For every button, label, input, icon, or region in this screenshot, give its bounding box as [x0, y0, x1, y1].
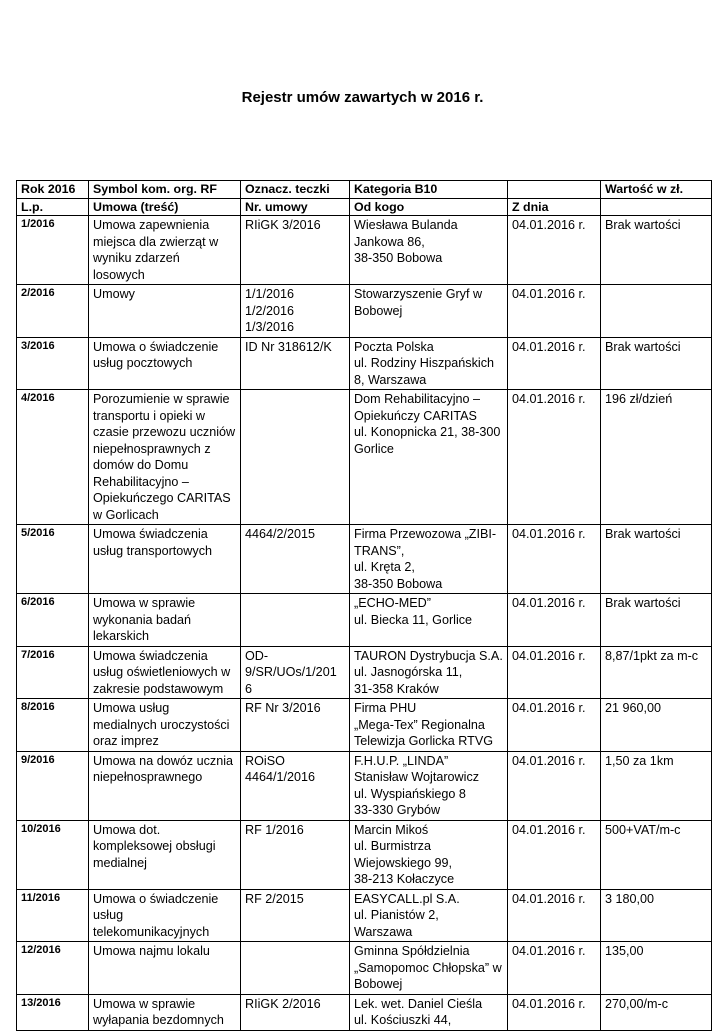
row-value [601, 285, 712, 338]
row-number [241, 216, 350, 285]
row-value: 500+VAT/m-c [601, 820, 712, 889]
row-number [241, 751, 350, 820]
row-value: 1,50 za 1km [601, 751, 712, 820]
row-date: 04.01.2016 r. [508, 751, 601, 820]
row-content-line: czasie przewozu uczniów [93, 425, 236, 439]
row-value: 196 zł/dzień [601, 390, 712, 525]
header-year: Rok 2016 [17, 181, 89, 199]
row-content-line: niepełnosprawnych z [93, 441, 211, 456]
row-number-line: OD- [245, 648, 269, 663]
row-content-line: Opiekuńczego CARITAS [93, 491, 231, 505]
row-from [350, 390, 508, 525]
row-content-line: medialnej [93, 855, 147, 870]
row-from-line: TAURON Dystrybucja S.A. [354, 648, 503, 663]
row-content-line: Umowa na dowóz ucznia [93, 753, 234, 768]
header-content: Umowa (treść) [89, 198, 241, 216]
header-symbol: Symbol kom. org. RF [89, 181, 241, 199]
row-number-line: RIiGK 2/2016 [245, 996, 321, 1011]
table-row [17, 751, 712, 820]
row-content [89, 699, 241, 752]
table-row [17, 285, 712, 338]
row-content [89, 216, 241, 285]
row-content-line: niepełnosprawnego [93, 770, 203, 784]
register-body [17, 181, 712, 1031]
row-content-line: Rehabilitacyjno – [93, 474, 189, 489]
row-number [241, 820, 350, 889]
row-from-line: Gorlice [354, 441, 394, 456]
row-from-line: ul. Kościuszki 44, [354, 1013, 452, 1027]
row-number-line: 4464/1/2016 [245, 770, 316, 784]
row-from-line: ul. Pianistów 2, [354, 908, 439, 922]
table-row [17, 889, 712, 942]
row-from-line: „Samopomoc Chłopska” w [354, 960, 502, 975]
row-lp: 11/2016 [17, 889, 89, 942]
row-date: 04.01.2016 r. [508, 994, 601, 1030]
row-content-line: telekomunikacyjnych [93, 924, 210, 939]
table-row [17, 525, 712, 594]
row-from-line: 8, Warszawa [354, 372, 427, 387]
row-from-line: ul. Jasnogórska 11, [354, 665, 463, 679]
header-lp: L.p. [17, 198, 89, 216]
row-from [350, 525, 508, 594]
row-content-line: lekarskich [93, 629, 149, 643]
row-content-line: kompleksowej obsługi [93, 839, 216, 853]
row-from-line: Stanisław Wojtarowicz [354, 770, 480, 784]
row-number [241, 994, 350, 1030]
row-content-line: wyniku zdarzeń [93, 251, 180, 265]
header-category: Kategoria B10 [350, 181, 508, 199]
row-content [89, 751, 241, 820]
row-date: 04.01.2016 r. [508, 942, 601, 995]
row-value: 3 180,00 [601, 889, 712, 942]
row-date: 04.01.2016 r. [508, 889, 601, 942]
row-lp: 8/2016 [17, 699, 89, 752]
row-content [89, 285, 241, 338]
row-from-line: Firma PHU [354, 701, 417, 715]
row-content-line: zakresie podstawowym [93, 681, 224, 696]
row-from-line: Warszawa [354, 924, 413, 939]
row-number [241, 889, 350, 942]
row-content [89, 525, 241, 594]
row-from [350, 216, 508, 285]
row-content-line: Umowa zapewnienia [93, 218, 210, 232]
row-from-line: Bobowej [354, 303, 403, 318]
row-content-line: Umowa świadczenia [93, 648, 208, 663]
row-date: 04.01.2016 r. [508, 646, 601, 699]
row-number-line: RF Nr 3/2016 [245, 701, 321, 715]
row-from-line: 38-350 Bobowa [354, 251, 443, 265]
row-content-line: Umowa usług [93, 701, 170, 715]
row-content-line: wyłapania bezdomnych [93, 1013, 224, 1027]
table-row [17, 942, 712, 995]
row-value: Brak wartości [601, 337, 712, 390]
row-from-line: 31-358 Kraków [354, 681, 439, 696]
row-value: 135,00 [601, 942, 712, 995]
row-content [89, 889, 241, 942]
row-content [89, 646, 241, 699]
row-lp: 13/2016 [17, 994, 89, 1030]
row-number-line: RF 2/2015 [245, 891, 304, 906]
row-from [350, 942, 508, 995]
row-content [89, 994, 241, 1030]
row-lp: 4/2016 [17, 390, 89, 525]
row-from-line: Marcin Mikoś [354, 822, 429, 837]
row-from-line: Jankowa 86, [354, 234, 425, 249]
row-from [350, 994, 508, 1030]
row-from-line: Opiekuńczy CARITAS [354, 408, 477, 423]
row-content [89, 337, 241, 390]
row-from-line: F.H.U.P. „LINDA” [354, 753, 449, 768]
row-from [350, 889, 508, 942]
row-from-line: Telewizja Gorlicka RTVG [354, 734, 494, 748]
row-content-line: Umowa o świadczenie [93, 339, 219, 354]
row-content-line: Umowa najmu lokalu [93, 944, 210, 958]
header-row-columns [17, 198, 712, 216]
row-from-line: EASYCALL.pl S.A. [354, 891, 460, 906]
row-number-line: ID Nr 318612/K [245, 339, 332, 354]
row-content-line: wykonania badań [93, 612, 192, 627]
row-from-line: ul. Burmistrza [354, 839, 431, 853]
row-number [241, 390, 350, 525]
table-row [17, 646, 712, 699]
row-from [350, 594, 508, 647]
table-row [17, 337, 712, 390]
row-number-line: 1/1/2016 [245, 287, 295, 301]
table-row [17, 820, 712, 889]
row-from-line: Firma Przewozowa „ZIBI- [354, 527, 497, 541]
row-number-line: 1/2/2016 [245, 303, 295, 318]
row-content [89, 594, 241, 647]
row-from-line: Wiejowskiego 99, [354, 855, 452, 870]
row-value: 8,87/1pkt za m-c [601, 646, 712, 699]
row-content-line: Umowa w sprawie [93, 596, 196, 610]
row-lp: 3/2016 [17, 337, 89, 390]
row-number-line: 1/3/2016 [245, 320, 295, 334]
row-content-line: Umowa dot. [93, 822, 161, 837]
row-content-line: usług transportowych [93, 543, 213, 558]
row-content-line: Umowa świadczenia [93, 527, 208, 541]
table-row [17, 699, 712, 752]
row-content-line: usług pocztowych [93, 356, 193, 370]
row-value: Brak wartości [601, 525, 712, 594]
row-date: 04.01.2016 r. [508, 699, 601, 752]
row-lp: 5/2016 [17, 525, 89, 594]
row-from [350, 751, 508, 820]
row-content-line: oraz imprez [93, 734, 159, 748]
row-from-line: Lek. wet. Daniel Cieśla [354, 996, 483, 1011]
row-content-line: Umowy [93, 287, 135, 301]
row-content-line: miejsca dla zwierząt w [93, 234, 219, 249]
table-row [17, 216, 712, 285]
row-from-line: 33-330 Grybów [354, 803, 441, 817]
row-content-line: medialnych uroczystości [93, 717, 230, 732]
row-number-line: RF 1/2016 [245, 822, 304, 837]
row-value: Brak wartości [601, 216, 712, 285]
row-from-line: 38-213 Kołaczyce [354, 872, 455, 886]
header-value: Wartość w zł. [601, 181, 712, 199]
row-from [350, 820, 508, 889]
header-empty [508, 181, 601, 199]
row-content-line: transportu i opieki w [93, 408, 205, 423]
row-content-line: Porozumienie w sprawie [93, 392, 230, 406]
row-number-line: 4464/2/2015 [245, 527, 316, 541]
header-folder: Oznacz. teczki [241, 181, 350, 199]
row-from [350, 646, 508, 699]
row-from [350, 285, 508, 338]
row-from-line: Poczta Polska [354, 339, 434, 354]
row-from [350, 337, 508, 390]
row-number-line: RIiGK 3/2016 [245, 218, 321, 232]
row-date: 04.01.2016 r. [508, 216, 601, 285]
header-from: Od kogo [350, 198, 508, 216]
row-from-line: ul. Wyspiańskiego 8 [354, 786, 466, 801]
header-number: Nr. umowy [241, 198, 350, 216]
row-from-line: ul. Konopnicka 21, 38-300 [354, 425, 501, 439]
row-from-line: Stowarzyszenie Gryf w [354, 287, 483, 301]
row-content-line: Umowa w sprawie [93, 996, 196, 1011]
row-number-line: 6 [245, 681, 253, 696]
row-number-line: 9/SR/UOs/1/201 [245, 665, 337, 679]
row-from-line: 38-350 Bobowa [354, 576, 443, 591]
row-date: 04.01.2016 r. [508, 820, 601, 889]
row-number [241, 942, 350, 995]
table-row [17, 994, 712, 1030]
row-from-line: ul. Kręta 2, [354, 560, 415, 574]
row-lp: 6/2016 [17, 594, 89, 647]
row-content-line: usług oświetleniowych w [93, 665, 231, 679]
contracts-register-table [16, 180, 712, 1031]
header-date: Z dnia [508, 198, 601, 216]
row-content-line: losowych [93, 267, 145, 282]
row-lp: 7/2016 [17, 646, 89, 699]
row-date: 04.01.2016 r. [508, 594, 601, 647]
row-from-line: Bobowej [354, 977, 403, 991]
row-number [241, 337, 350, 390]
table-row [17, 594, 712, 647]
row-value: 21 960,00 [601, 699, 712, 752]
row-value: 270,00/m-c [601, 994, 712, 1030]
row-date: 04.01.2016 r. [508, 390, 601, 525]
row-lp: 10/2016 [17, 820, 89, 889]
row-lp: 9/2016 [17, 751, 89, 820]
row-from [350, 699, 508, 752]
row-from-line: „Mega-Tex” Regionalna [354, 717, 485, 732]
row-content [89, 820, 241, 889]
row-content-line: usług [93, 908, 124, 922]
row-from-line: ul. Biecka 11, Gorlice [354, 612, 473, 627]
row-content-line: Umowa o świadczenie [93, 891, 219, 906]
row-date: 04.01.2016 r. [508, 285, 601, 338]
page-title: Rejestr umów zawartych w 2016 r. [241, 89, 484, 106]
row-lp: 2/2016 [17, 285, 89, 338]
row-lp: 12/2016 [17, 942, 89, 995]
row-number [241, 525, 350, 594]
row-from-line: Gminna Spółdzielnia [354, 944, 470, 958]
table-row [17, 390, 712, 525]
row-number [241, 594, 350, 647]
row-value: Brak wartości [601, 594, 712, 647]
row-date: 04.01.2016 r. [508, 337, 601, 390]
row-number [241, 699, 350, 752]
row-from-line: ul. Rodziny Hiszpańskich [354, 356, 494, 370]
row-number-line: ROiSO [245, 753, 285, 768]
row-from-line: TRANS”, [354, 543, 405, 558]
row-from-line: Wiesława Bulanda [354, 218, 458, 232]
row-content-line: domów do Domu [93, 458, 189, 472]
row-number [241, 285, 350, 338]
row-lp: 1/2016 [17, 216, 89, 285]
row-content [89, 390, 241, 525]
row-from-line: Dom Rehabilitacyjno – [354, 392, 480, 406]
row-date: 04.01.2016 r. [508, 525, 601, 594]
row-number [241, 646, 350, 699]
header-value-empty [601, 198, 712, 216]
row-content [89, 942, 241, 995]
row-from-line: „ECHO-MED” [354, 596, 431, 610]
header-row-category [17, 181, 712, 199]
row-content-line: w Gorlicach [93, 507, 159, 522]
